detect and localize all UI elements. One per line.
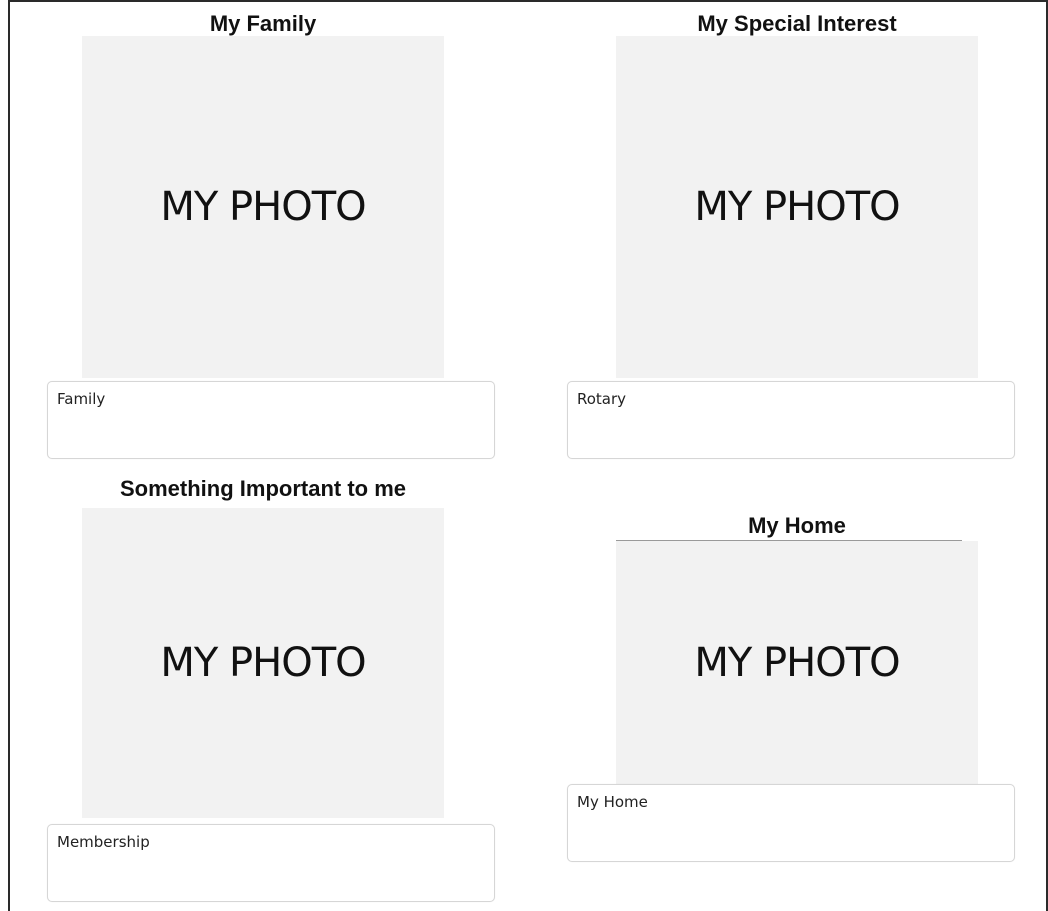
interest-caption-text: Rotary [577,390,627,408]
important-photo-label: MY PHOTO [160,640,366,686]
home-photo-placeholder[interactable] [616,541,978,785]
important-caption-field[interactable] [47,824,495,902]
frame-top-border [8,0,1048,2]
interest-heading: My Special Interest [697,11,897,36]
home-caption-field[interactable] [567,784,1015,862]
interest-photo-label: MY PHOTO [694,184,900,230]
family-photo-placeholder[interactable] [82,36,444,378]
interest-caption-field[interactable] [567,381,1015,459]
home-photo-label: MY PHOTO [694,640,900,686]
frame-left-border [8,0,10,911]
important-photo-placeholder[interactable] [82,508,444,818]
interest-photo-placeholder[interactable] [616,36,978,378]
family-heading: My Family [209,11,317,36]
important-caption-text: Membership [57,833,150,851]
important-heading: Something Important to me [120,476,406,501]
family-caption-field[interactable] [47,381,495,459]
family-caption-text: Family [57,390,106,408]
home-caption-text: My Home [577,793,648,811]
home-heading: My Home [748,513,846,538]
family-photo-label: MY PHOTO [160,184,366,230]
